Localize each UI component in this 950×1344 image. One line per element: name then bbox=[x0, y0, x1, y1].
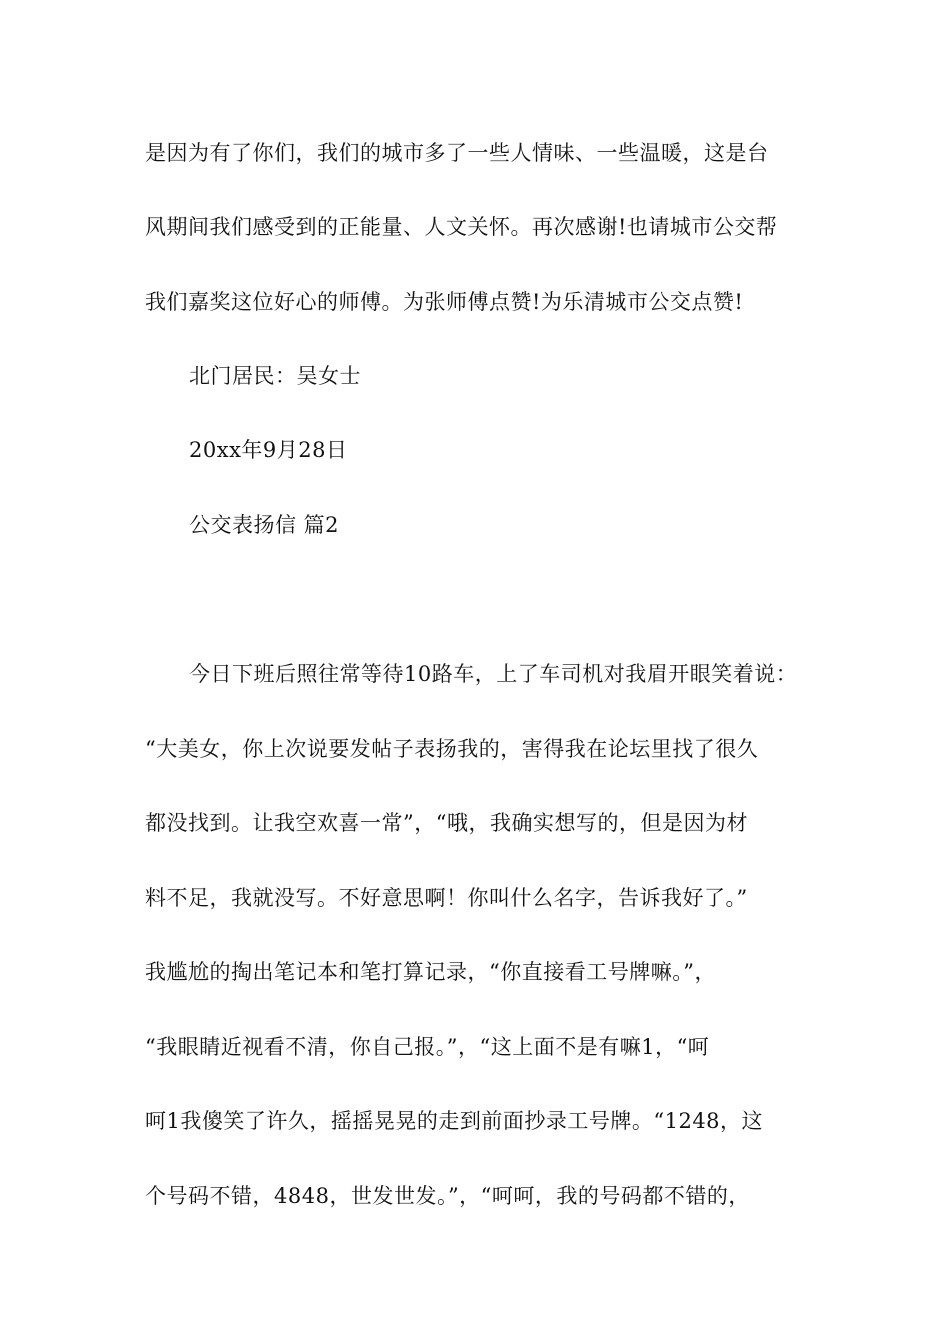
text-line: “大美女，你上次说要发帖子表扬我的，害得我在论坛里找了很久 bbox=[145, 737, 759, 761]
text-line: 我尴尬的掏出笔记本和笔打算记录，“你直接看工号牌嘛。”， bbox=[145, 960, 716, 984]
text-line: 都没找到。让我空欢喜一常”，“哦，我确实想写的，但是因为材 bbox=[145, 811, 748, 835]
text-line: 个号码不错，4848，世发世发。”，“呵呵，我的号码都不错的， bbox=[145, 1184, 750, 1208]
text-line: “我眼睛近视看不清，你自己报。”，“这上面不是有嘛1，“呵 bbox=[145, 1035, 710, 1059]
text-line: 呵1我傻笑了许久，摇摇晃晃的走到前面抄录工号牌。“1248，这 bbox=[145, 1109, 764, 1133]
text-line: 今日下班后照往常等待10路车，上了车司机对我眉开眼笑着说： bbox=[189, 662, 798, 686]
text-line: 是因为有了你们，我们的城市多了一些人情味、一些温暖，这是台 bbox=[145, 141, 769, 165]
signature: 北门居民：吴女士 bbox=[189, 364, 361, 388]
text-line: 我们嘉奖这位好心的师傅。为张师傅点赞!为乐清城市公交点赞! bbox=[145, 290, 744, 314]
text-line: 风期间我们感受到的正能量、人文关怀。再次感谢!也请城市公交帮 bbox=[145, 215, 778, 239]
section-title: 公交表扬信 篇2 bbox=[189, 513, 340, 537]
text-line: 料不足，我就没写。不好意思啊！你叫什么名字，告诉我好了。” bbox=[145, 886, 748, 910]
date: 20xx年9月28日 bbox=[189, 438, 348, 462]
